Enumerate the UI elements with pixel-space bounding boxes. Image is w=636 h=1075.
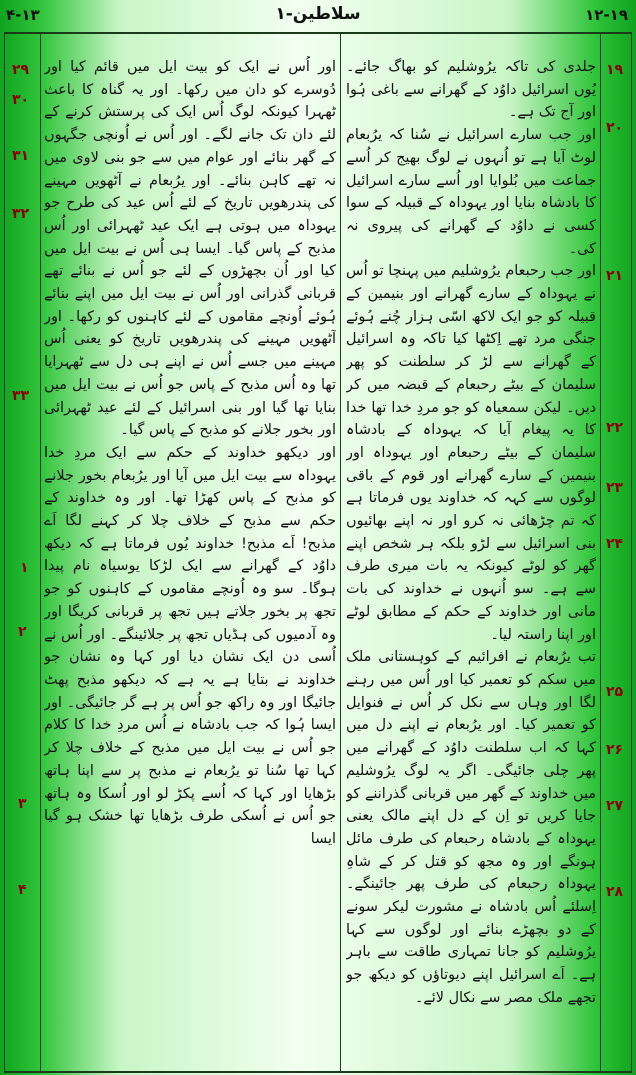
paragraph: اور جب رحبعام یرُوشلیم میں پہنچا تو اُس نے یہوداہ کے سارے گھرانے اور بنیمین کے قبیلہ کو جو ایک لاکھ اسّی ہزار چُنے ہُوئے جنگی مرد تھے اِکٹھا کیا تاکہ وہ اسرائیل کے گھرانے سے لڑ کر سلطنت کو پھر سلیمان کے بیٹے رحبعام کے قبضہ میں کر دیں۔ لیکن سمعیاہ کو جو مردِ خدا تھا خدا کا یہ پیغام آیا کہ یہوداہ کے بادشاہ سلیمان کے بیٹے رحبعام اور یہوداہ اور بنیمین کے سارے گھرانے اور قوم کے باقی لوگوں سے کہہ کہ خداوند یوں فرماتا ہے کہ تم چڑھائی نہ کرو اور نہ اپنے بھائیوں بنی اسرائیل سے لڑو بلکہ ہر شخص اپنے گھر کو لوٹے کیونکہ یہ بات میری طرف سے ہے۔ سو اُنہوں نے خداوند کی بات مانی اور خداوند کے حکم کے مطابق لوٹے اور اپنا راستہ لیا۔	[346, 263, 596, 643]
verse-number: ۳	[18, 796, 27, 812]
verse-number: ۲۵	[606, 684, 624, 700]
verse-number: ۲۲	[606, 420, 624, 436]
verse-number: ۳۱	[12, 148, 30, 164]
verse-number: ۲۸	[606, 884, 624, 900]
book-title: ۱-سلاطین	[275, 4, 361, 24]
verse-number: ۳۲	[12, 206, 30, 222]
verse-number: ۴	[18, 882, 27, 898]
chapter-range-right: ۱۲-۱۹	[585, 6, 628, 24]
header-rule	[4, 32, 632, 34]
paragraph: جلدی کی تاکہ یرُوشلیم کو بھاگ جائے۔ یُوں اسرائیل داوُد کے گھرانے سے باغی ہُوا اور آج تک ہے۔	[346, 59, 596, 121]
verse-number: ۲	[18, 624, 27, 640]
verse-number: ۲۰	[606, 120, 624, 136]
verse-number: ۲۴	[606, 536, 624, 552]
verse-number: ۱	[20, 560, 29, 576]
verse-number: ۲۷	[606, 798, 624, 814]
paragraph: تب یرُبعام نے افرائیم کے کوہستانی ملک میں سکم کو تعمیر کیا اور اُس میں رہنے لگا اور وہاں سے نکل کر اُس نے فنوایل کو تعمیر کیا۔ اور یرُبعام نے اپنے دل میں کہا کہ اب سلطنت داوُد کے گھرانے میں پھر چلی جائیگی۔ اگر یہ لوگ یرُوشلیم میں خداوند کے گھر میں قربانی گذراننے کو جایا کریں تو اِن کے دل اپنے مالک یعنی یہوداہ کے بادشاہ رحبعام کی طرف مائل ہونگے اور وہ مجھ کو قتل کر کے شاہِ یہوداہ رحبعام کی طرف پھر جائینگے۔ اِسلئے اُس بادشاہ نے مشورت لیکر سونے کے دو بچھڑے بنائے اور لوگوں سے کہا یرُوشلیم کو جانا تمہاری طاقت سے باہر ہے۔ اَے اسرائیل اپنے دیوتاؤں کو دیکھ جو تجھے ملک مصر سے نکال لائے۔	[346, 649, 596, 1006]
left-text-column	[44, 56, 336, 1066]
paragraph: اور دیکھو خداوند کے حکم سے ایک مردِ خدا یہوداہ سے بیت ایل میں آیا اور یرُبعام بخور جلانے کو مذبح کے پاس کھڑا تھا۔ اور وہ خداوند کے حکم سے مذبح کے خلاف چلا کر کہنے لگا اَے مذبح! اَے مذبح! خداوند یُوں فرماتا ہے کہ دیکھ داوُد کے گھرانے سے ایک لڑکا یوسیاہ نام پیدا ہوگا۔ سو وہ اُونچے مقاموں کے کاہنوں کو جو تجھ پر بخور جلاتے ہیں تجھ پر قربانی کریگا اور وہ آدمیوں کی ہڈیاں تجھ پر جلائینگے۔ اور اُس نے اُسی دن ایک نشان دیا اور کہا وہ نشان جو خداوند نے بتایا ہے یہ ہے کہ دیکھو مذبح پھٹ جائیگا اور وہ راکھ جو اُس پر ہے گر جائیگی۔ اور ایسا ہُوا کہ جب بادشاہ نے اُس مردِ خدا کا کلام جو اُس نے بیت ایل میں مذبح کے خلاف چلا کر کہا تھا سُنا تو یرُبعام نے مذبح پر سے اپنا ہاتھ بڑھایا اور کہا کہ اُسے پکڑ لو اور اُسکا وہ ہاتھ جو اُس نے اُسکی طرف بڑھایا تھا خشک ہو گیا ایسا	[44, 444, 336, 847]
page-header	[0, 0, 636, 32]
right-border	[631, 32, 632, 1073]
paragraph: اور اُس نے ایک کو بیت ایل میں قائم کیا اور دُوسرے کو دان میں رکھا۔ اور یہ گناہ کا باعث ٹھہرا کیونکہ لوگ اُس ایک کی پرستش کرنے کے لئے دان تک جانے لگے۔ اور اُس نے اُونچی جگہوں کے گھر بنائے اور عوام میں سے جو بنی لاوی میں نہ تھے کاہن بنائے۔ اور یرُبعام نے آٹھویں مہینے کی پندرھویں تاریخ کے لئے اُس عید کی طرح جو یہوداہ میں ہوتی ہے ایک عید ٹھہرائی اور اُس مذبح کے پاس گیا۔ ایسا ہی اُس نے بیت ایل میں کیا اور اُن بچھڑوں کے لئے جو اُس نے بنائے تھے قربانی گذرانی اور اُس نے بیت ایل میں اپنے بنائے ہُوئے اُونچے مقاموں کے لئے کاہنوں کو رکھا۔ اور آٹھویں مہینے کی پندرھویں تاریخ کو یعنی اُس مہینے میں جسے اُس نے اپنے ہی دل سے ٹھہرایا تھا وہ اُس مذبح کے پاس جو اُس نے بیت ایل میں بنایا تھا گیا اور بنی اسرائیل کے لئے عید ٹھہرائی اور بخور جلانے کو مذبح کے پاس گیا۔	[44, 59, 336, 439]
verse-number: ۲۱	[606, 268, 624, 284]
verse-number: ۲۹	[12, 62, 30, 78]
footer-rule	[4, 1071, 632, 1073]
verse-number: ۳۰	[12, 92, 30, 108]
verse-number: ۳۳	[12, 388, 30, 404]
paragraph: اور جب سارے اسرائیل نے سُنا کہ یرُبعام لوٹ آیا ہے تو اُنہوں نے لوگ بھیج کر اُسے جماعت میں بُلوایا اور اُسے سارے اسرائیل کا بادشاہ بنایا اور یہوداہ کے قبیلہ کے سوا کسی نے داوُد کے گھرانے کی پیروی نہ کی۔	[346, 127, 596, 257]
left-border	[4, 32, 5, 1073]
column-divider	[340, 32, 341, 1073]
right-margin-rule	[600, 32, 601, 1073]
verse-number: ۱۹	[606, 62, 624, 78]
chapter-range-left: ۴-۱۳	[6, 6, 40, 24]
verse-number: ۲۶	[606, 742, 624, 758]
left-margin-rule	[40, 32, 41, 1073]
right-text-column	[346, 56, 596, 1066]
verse-number: ۲۳	[606, 480, 624, 496]
